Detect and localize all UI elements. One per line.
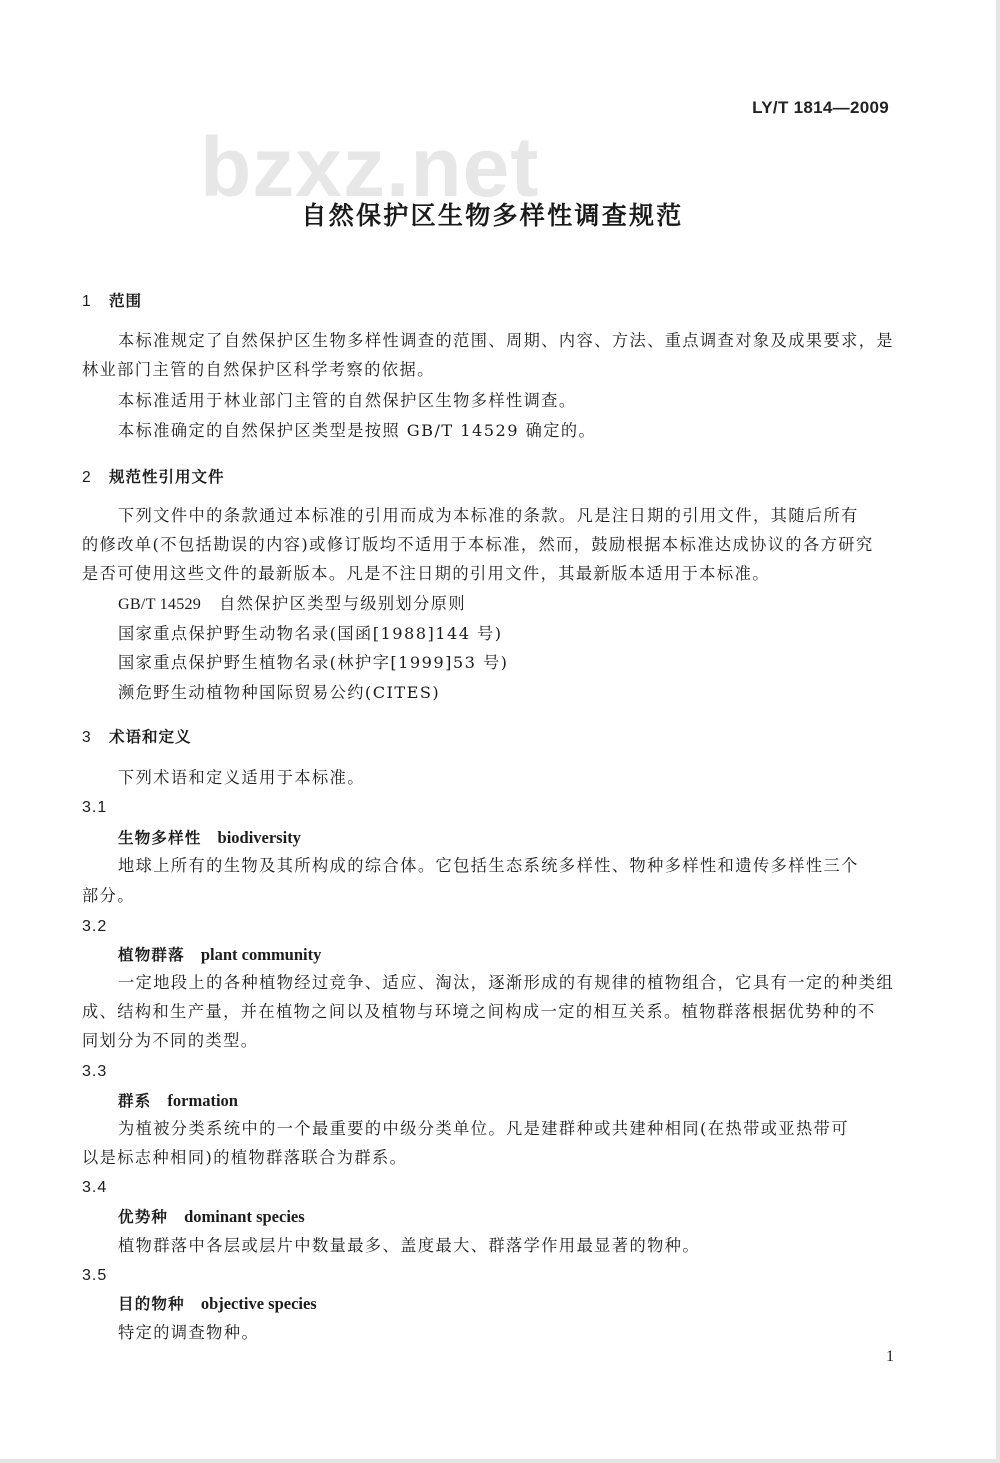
section-heading-3	[82, 727, 192, 748]
reference-item: 国家重点保护野生植物名录(林护字[1999]53 号)	[118, 653, 509, 672]
section-title: 规范性引用文件	[109, 468, 225, 486]
definition-line: 为植被分类系统中的一个最重要的中级分类单位。凡是建群种或共建种相同(在热带或亚热带可	[118, 1119, 849, 1138]
definition-line: 地球上所有的生物及其所构成的综合体。它包括生态系统多样性、物种多样性和遗传多样性三个	[118, 856, 859, 875]
term-en: biodiversity	[217, 828, 301, 847]
paragraph-line: 本标准适用于林业部门主管的自然保护区生物多样性调查。	[118, 391, 577, 410]
term-en: formation	[167, 1091, 238, 1110]
definition-line: 植物群落中各层或层片中数量最多、盖度最大、群落学作用最显著的物种。	[118, 1236, 701, 1255]
document-title: 自然保护区生物多样性调查规范	[301, 201, 684, 230]
page-number: 1	[886, 1348, 894, 1365]
reference-item: 濒危野生动植物种国际贸易公约(CITES)	[118, 683, 441, 702]
definition-line: 同划分为不同的类型。	[82, 1031, 259, 1050]
reference-item	[118, 594, 466, 614]
section-number: 3	[82, 729, 92, 746]
term-en: objective species	[200, 1294, 317, 1313]
term-zh: 生物多样性	[118, 829, 202, 847]
term-heading	[118, 828, 301, 848]
term-heading	[118, 1091, 238, 1111]
reference-title: 自然保护区类型与级别划分原则	[219, 594, 467, 613]
paragraph-line: 本标准规定了自然保护区生物多样性调查的范围、周期、内容、方法、重点调查对象及成果要求，是	[118, 331, 895, 350]
term-heading	[118, 945, 321, 965]
term-heading	[118, 1207, 305, 1227]
reference-item: 国家重点保护野生动物名录(国函[1988]144 号)	[118, 624, 503, 643]
definition-line: 特定的调查物种。	[118, 1323, 260, 1342]
clause-number: 3.1	[82, 799, 108, 816]
section-number: 1	[82, 293, 92, 310]
definition-line: 部分。	[82, 886, 135, 905]
standard-code: LY/T 1814—2009	[752, 98, 889, 117]
section-heading-2	[82, 467, 225, 488]
section-heading-1	[82, 291, 142, 312]
clause-number: 3.4	[82, 1179, 108, 1196]
definition-line: 以是标志种相同)的植物群落联合为群系。	[82, 1148, 408, 1167]
paragraph-line: 林业部门主管的自然保护区科学考察的依据。	[82, 360, 435, 379]
term-zh: 植物群落	[118, 946, 185, 964]
paragraph-line: 的修改单(不包括勘误的内容)或修订版均不适用于本标准，然而，鼓励根据本标准达成协议的各方研究	[82, 535, 874, 554]
page-edge-bottom	[0, 1459, 1000, 1463]
term-heading	[118, 1294, 317, 1314]
term-zh: 优势种	[118, 1208, 169, 1226]
paragraph-line: 下列文件中的条款通过本标准的引用而成为本标准的条款。凡是注日期的引用文件，其随后所有	[118, 506, 859, 525]
term-zh: 群系	[118, 1092, 152, 1110]
term-en: dominant species	[184, 1207, 305, 1226]
paragraph-line: 下列术语和定义适用于本标准。	[118, 768, 365, 787]
term-en: plant community	[200, 945, 322, 964]
reference-code: GB/T 14529	[118, 595, 202, 613]
watermark: bzxz.net	[200, 120, 540, 214]
term-zh: 目的物种	[118, 1295, 185, 1313]
page-edge-right	[996, 0, 1000, 1463]
clause-number: 3.2	[82, 918, 108, 935]
definition-line: 一定地段上的各种植物经过竞争、适应、淘汰，逐渐形成的有规律的植物组合，它具有一定的种类组	[118, 973, 895, 992]
section-number: 2	[82, 469, 92, 486]
paragraph-line: 本标准确定的自然保护区类型是按照 GB/T 14529 确定的。	[118, 421, 597, 440]
section-title: 范围	[109, 292, 143, 310]
clause-number: 3.3	[82, 1063, 108, 1080]
clause-number: 3.5	[82, 1267, 108, 1284]
paragraph-line: 是否可使用这些文件的最新版本。凡是不注日期的引用文件，其最新版本适用于本标准。	[82, 564, 770, 583]
section-title: 术语和定义	[109, 728, 192, 746]
definition-line: 成、结构和生产量，并在植物之间以及植物与环境之间构成一定的相互关系。植物群落根据优势种的不	[82, 1002, 876, 1021]
